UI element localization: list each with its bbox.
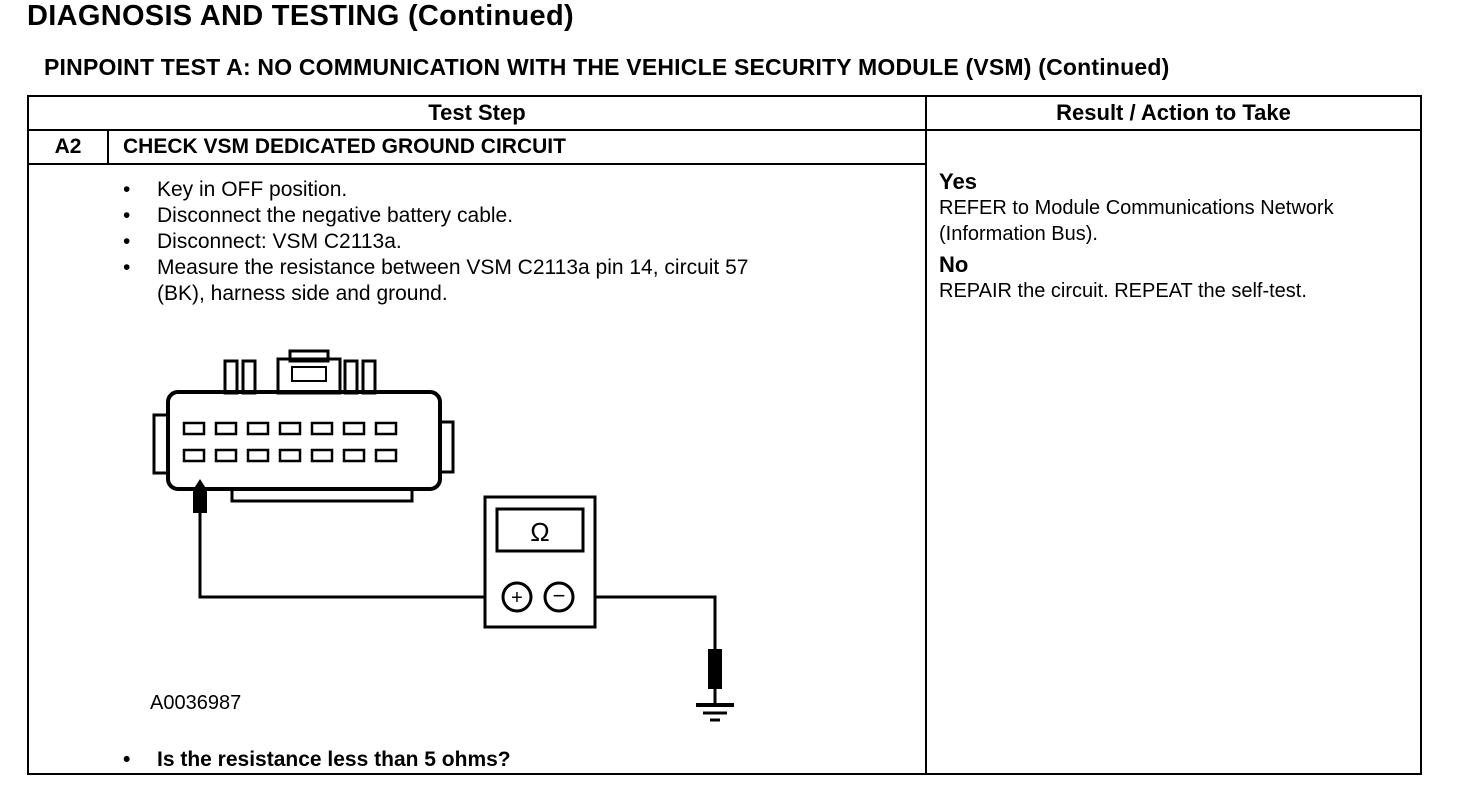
ground-symbol-icon [696, 649, 734, 720]
yes-label: Yes [939, 169, 977, 194]
ground-wire [595, 597, 715, 649]
pin-slots-bottom [184, 450, 396, 461]
step-title: CHECK VSM DEDICATED GROUND CIRCUIT [123, 135, 566, 158]
connector-ohmmeter-diagram [140, 347, 760, 729]
plus-terminal-label: + [511, 587, 523, 609]
table-body [29, 131, 1420, 773]
list-item: • Key in OFF position. [121, 177, 801, 203]
probe-icon [193, 479, 207, 513]
figure-label: A0036987 [150, 692, 242, 714]
page-title: DIAGNOSIS AND TESTING (Continued) [27, 0, 574, 32]
step-header-row [29, 131, 925, 165]
result-action-column [927, 131, 1420, 773]
wiring-diagram [140, 347, 905, 735]
list-item: • Measure the resistance between VSM C2113a pin 14, circuit 57 (BK), harness side and ground. [121, 255, 801, 307]
instruction-list [121, 177, 801, 307]
test-step-header: Test Step [29, 97, 927, 129]
pinpoint-test-subtitle: PINPOINT TEST A: NO COMMUNICATION WITH THE VEHICLE SECURITY MODULE (VSM) (Continued) [44, 54, 1170, 80]
test-step-column [29, 131, 927, 773]
step-id: A2 [29, 131, 109, 163]
pinpoint-test-table [27, 95, 1422, 775]
ohmmeter-icon [485, 497, 595, 627]
step-question: • Is the resistance less than 5 ohms? [121, 747, 905, 773]
no-label: No [939, 252, 969, 277]
table-header-row [29, 97, 1420, 131]
list-item: • Disconnect: VSM C2113a. [121, 229, 801, 255]
ohm-symbol: Ω [530, 517, 550, 547]
step-content [29, 165, 925, 773]
minus-terminal-label: − [552, 583, 566, 608]
result-action-header: Result / Action to Take [1056, 100, 1291, 125]
connector-illustration [154, 351, 453, 501]
yes-action: REFER to Module Communications Network (Information Bus). [939, 197, 1334, 245]
probe-wire [200, 513, 485, 597]
pin-slots-top [184, 423, 396, 434]
list-item: • Disconnect the negative battery cable. [121, 203, 801, 229]
no-action: REPAIR the circuit. REPEAT the self-test. [939, 280, 1307, 302]
